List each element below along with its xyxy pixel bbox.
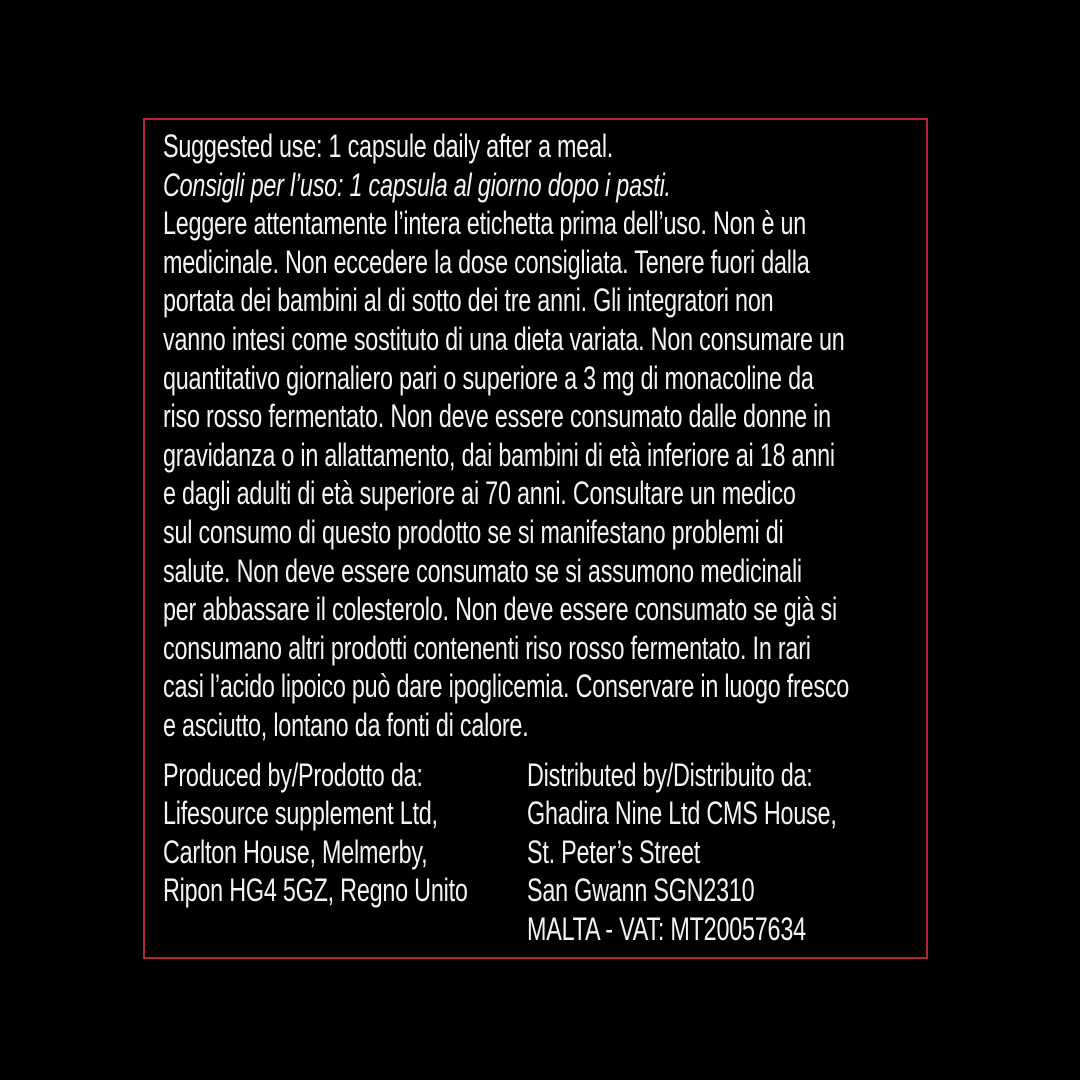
distributor-line: St. Peter’s Street bbox=[527, 833, 701, 870]
warning-line: e dagli adulti di età superiore ai 70 anni. Consultare un medico bbox=[163, 475, 796, 512]
warning-line: per abbassare il colesterolo. Non deve essere consumato se già si bbox=[163, 591, 837, 628]
warning-line: casi l’acido lipoico può dare ipoglicemia. Conservare in luogo fresco bbox=[163, 668, 850, 705]
distributor-block bbox=[527, 756, 951, 949]
warning-line: vanno intesi come sostituto di una dieta variata. Non consumare un bbox=[163, 320, 845, 357]
distributor-lines bbox=[527, 794, 951, 948]
warning-line: medicinale. Non eccedere la dose consigliata. Tenere fuori dalla bbox=[163, 243, 810, 280]
label-box bbox=[143, 118, 928, 959]
warning-line: gravidanza o in allattamento, dai bambini di età inferiore ai 18 anni bbox=[163, 436, 835, 473]
distributor-line: Ghadira Nine Ltd CMS House, bbox=[527, 795, 837, 832]
producer-line: Ripon HG4 5GZ, Regno Unito bbox=[163, 872, 468, 909]
suggested-use-it: Consigli per l’uso: 1 capsula al giorno dopo i pasti. bbox=[163, 166, 671, 203]
suggested-use-en: Suggested use: 1 capsule daily after a meal. bbox=[163, 128, 614, 164]
warning-line: riso rosso fermentato. Non deve essere consumato dalle donne in bbox=[163, 398, 831, 435]
producer-heading: Produced by/Prodotto da: bbox=[163, 756, 423, 793]
producer-line: Carlton House, Melmerby, bbox=[163, 833, 428, 870]
warning-line: quantitativo giornaliero pari o superiore a 3 mg di monacoline da bbox=[163, 359, 814, 396]
producer-line: Lifesource supplement Ltd, bbox=[163, 795, 438, 832]
producer-block bbox=[163, 756, 527, 949]
distributor-heading: Distributed by/Distribuito da: bbox=[527, 756, 813, 793]
address-section bbox=[163, 756, 908, 949]
warning-line: consumano altri prodotti contenenti riso rosso fermentato. In rari bbox=[163, 629, 811, 666]
warning-text bbox=[163, 204, 908, 744]
distributor-line: MALTA - VAT: MT20057634 bbox=[527, 910, 806, 947]
warning-line: sul consumo di questo prodotto se si manifestano problemi di bbox=[163, 513, 784, 550]
warning-line: Leggere attentamente l’intera etichetta prima dell’uso. Non è un bbox=[163, 205, 807, 242]
warning-line: e asciutto, lontano da fonti di calore. bbox=[163, 706, 529, 743]
warning-line: salute. Non deve essere consumato se si assumono medicinali bbox=[163, 552, 802, 589]
producer-lines bbox=[163, 794, 527, 910]
distributor-line: San Gwann SGN2310 bbox=[527, 872, 755, 909]
warning-line: portata dei bambini al di sotto dei tre anni. Gli integratori non bbox=[163, 282, 774, 319]
